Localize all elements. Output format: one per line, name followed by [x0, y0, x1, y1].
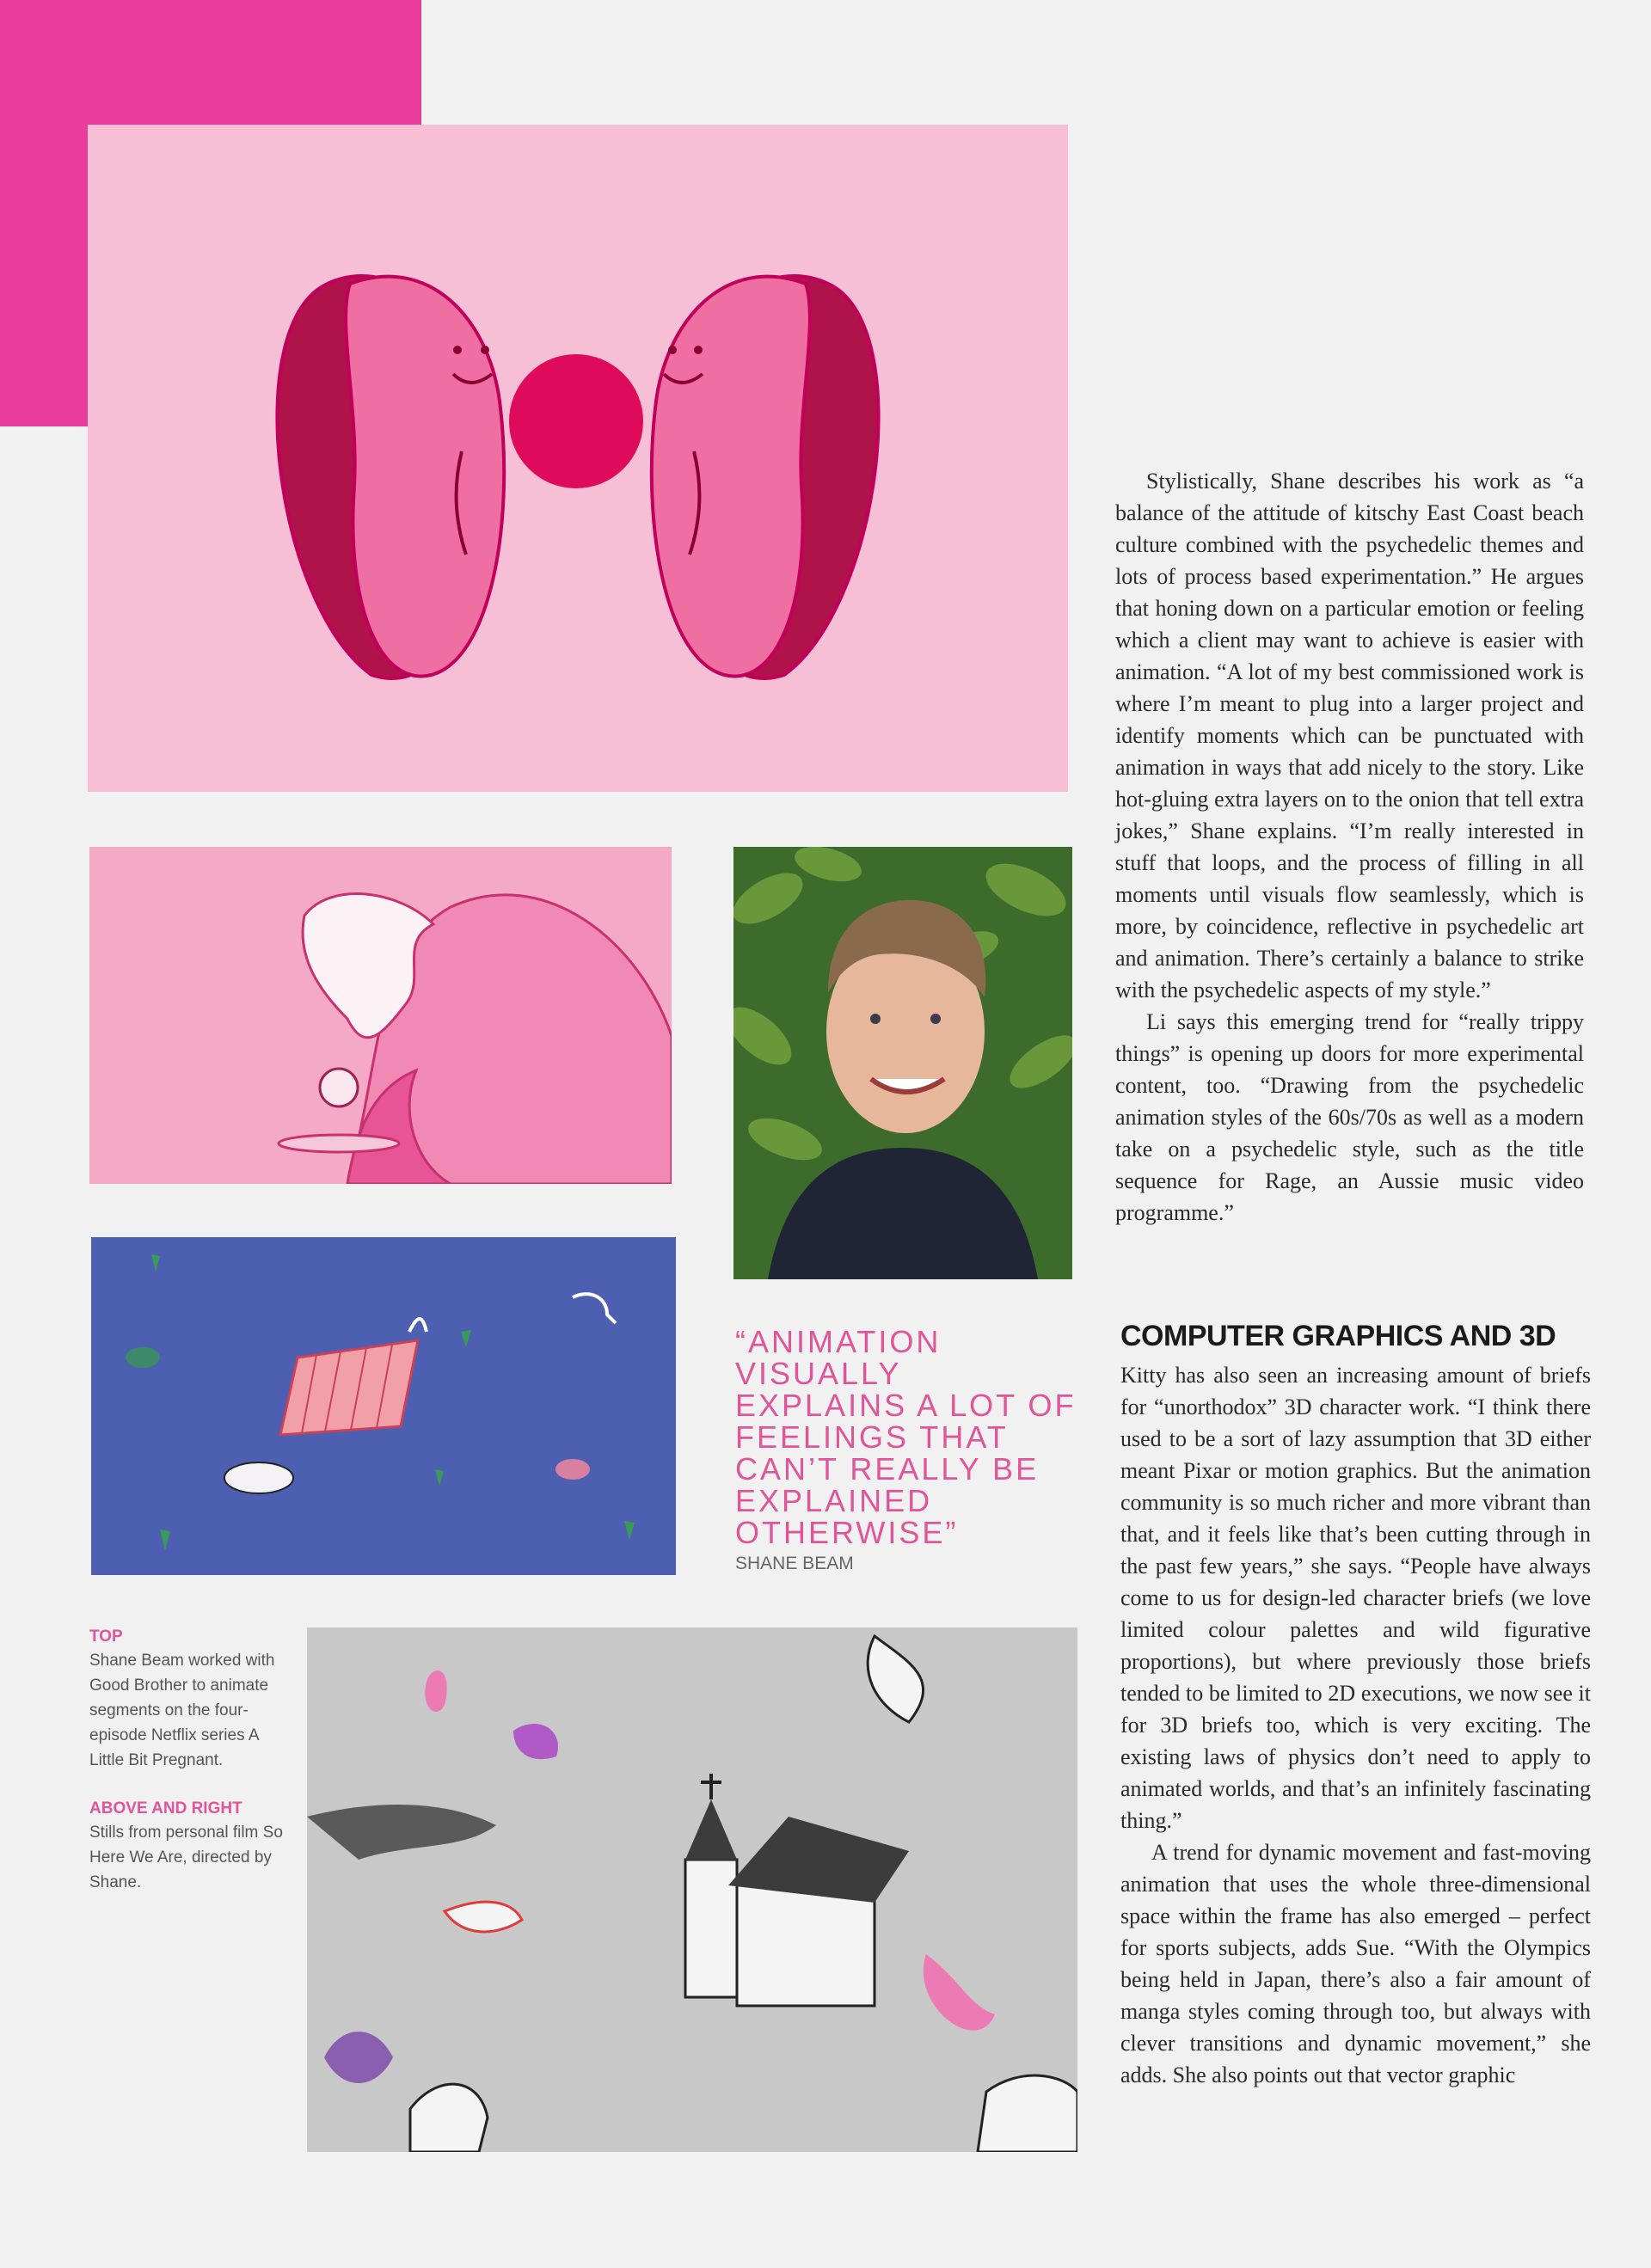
pullquote-text: “ANIMATION VISUALLY EXPLAINS A LOT OF FEELINGS THAT CAN’T REALLY BE EXPLAINED OTHERWISE” — [735, 1324, 1077, 1550]
caption-top — [89, 1625, 283, 1773]
still-ocean-float — [91, 1237, 676, 1575]
captions — [89, 1625, 283, 1895]
caption-text: Shane Beam worked with Good Brother to animate segments on the four-episode Netflix series A Little Bit Pregnant. — [89, 1652, 275, 1769]
portrait-photo — [733, 847, 1072, 1279]
article-column-top — [1115, 465, 1584, 1229]
caption-text: Stills from personal film So Here We Are, directed by Shane. — [89, 1824, 283, 1891]
section-heading: COMPUTER GRAPHICS AND 3D — [1120, 1320, 1556, 1352]
illustration-beans — [88, 125, 1068, 792]
pullquote-author: SHANE BEAM — [735, 1554, 854, 1573]
illustration-church-scene — [307, 1627, 1077, 2152]
article-paragraph: A trend for dynamic movement and fast-moving animation that uses the whole three-dimensional space within the frame has also emerged – perfect for sports subjects, adds Sue. “With the Olympics being held in Japan, there’s also a fair amount of manga styles coming through too, but always with clever transitions and dynamic movement,” she adds. She also points out that vector graphic — [1120, 1840, 1591, 2087]
pullquote-block — [735, 1326, 1079, 1574]
caption-heading: TOP — [89, 1627, 123, 1646]
section-heading-wrap — [1120, 1320, 1602, 1353]
caption-heading: ABOVE AND RIGHT — [89, 1799, 242, 1817]
article-paragraph: Kitty has also seen an increasing amount of briefs for “unorthodox” 3D character work. “I think there used to be a sort of lazy assumption that 3D either meant Pixar or motion graphics. But the animation community is so much richer and more vibrant than that, and it feels like that’s been cutting through in the past few years,” she says. “People have always come to us for design-led character briefs (we love limited colour palettes and wild figurative proportions), but where previously those briefs tended to be limited to 2D executions, we now see it for 3D briefs too, which is very exciting. The existing laws of physics don’t need to apply to animated worlds, and that’s an infinitely fascinating thing.” — [1120, 1363, 1591, 1833]
caption-above-right — [89, 1797, 283, 1895]
article-column-bottom — [1120, 1359, 1591, 2091]
still-wave-surfer — [89, 847, 672, 1184]
article-paragraph: Li says this emerging trend for “really trippy things” is opening up doors for more experimental content, too. “Drawing from the psychedelic animation styles of the 60s/70s as well as a modern take on a psychedelic style, such as the title sequence for Rage, an Aussie music video programme.” — [1115, 1009, 1584, 1225]
article-paragraph: Stylistically, Shane describes his work as “a balance of the attitude of kitschy East Coast beach culture combined with the psychedelic themes and lots of process based experimentation.” He argues that honing down on a particular emotion or feeling which a client may want to achieve is easier with animation. “A lot of my best commissioned work is where I’m meant to plug into a larger project and identify moments which can be punctuated with animation in ways that add nicely to the story. Like hot-gluing extra layers on to the onion that tell extra jokes,” Shane explains. “I’m really interested in stuff that loops, and the process of filling in all moments until visuals flow seamlessly, which is more, by coincidence, reflective in psychedelic art and animation. There’s certainly a balance to strike with the psychedelic aspects of my style.” — [1115, 469, 1584, 1002]
